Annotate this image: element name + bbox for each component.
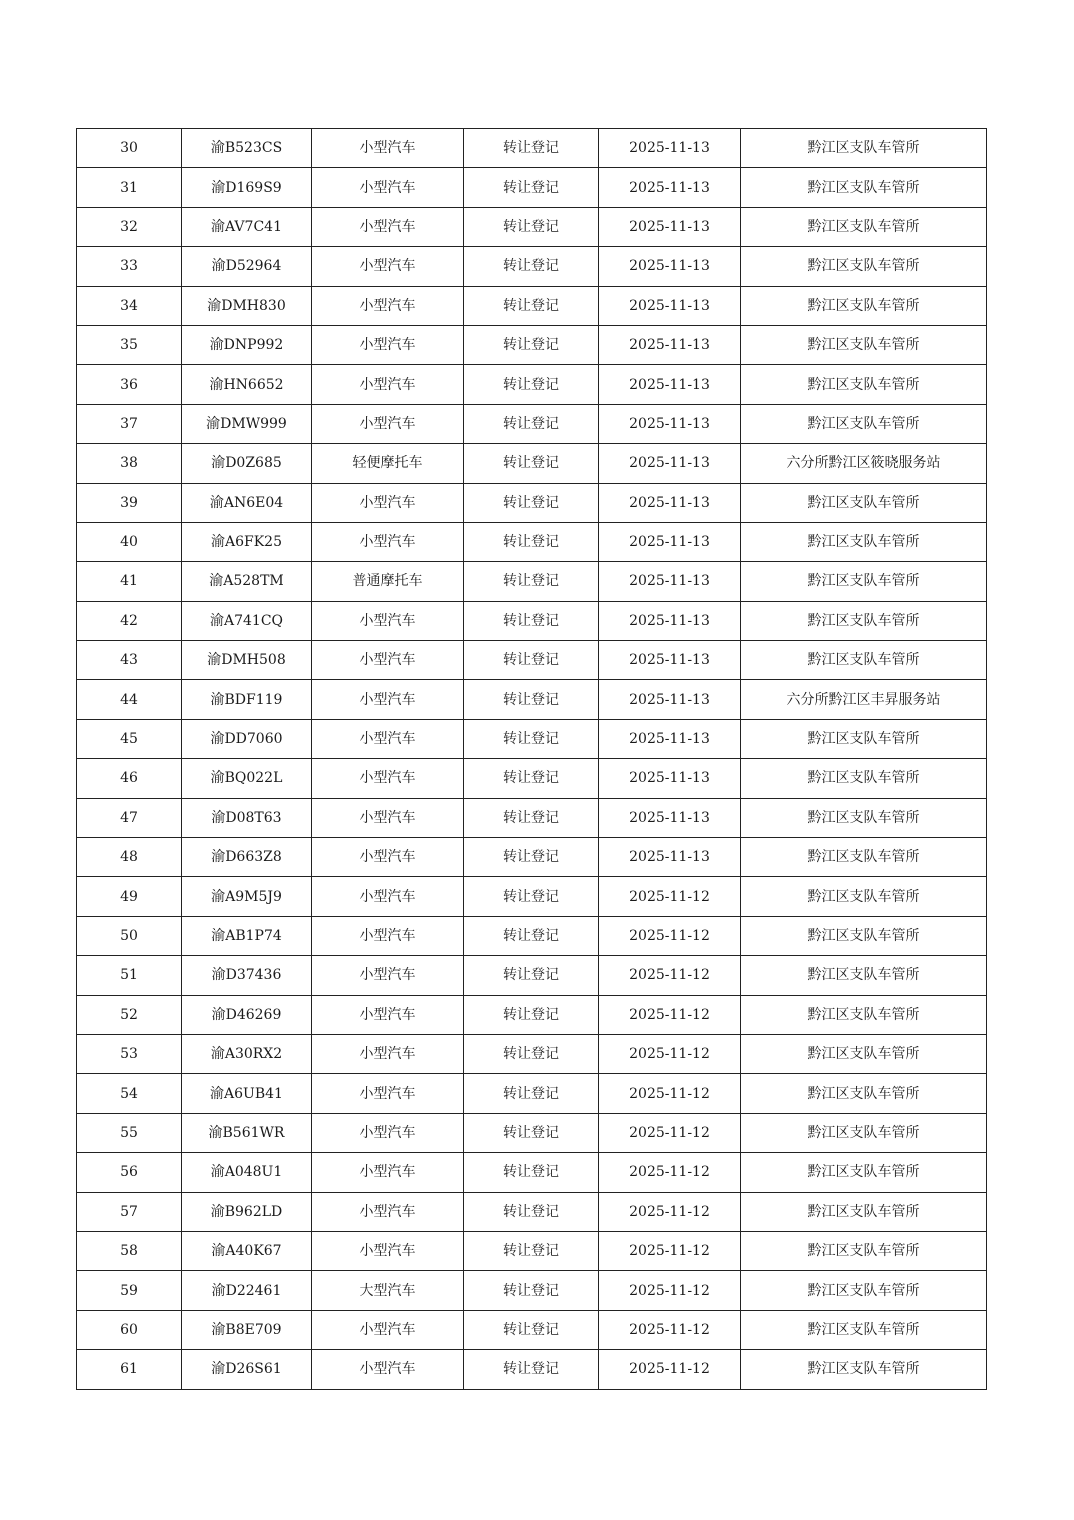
table-row (77, 247, 987, 286)
cell-business: 转让登记 (464, 168, 599, 207)
cell-vehicle-type: 小型汽车 (312, 798, 464, 837)
table-row (77, 168, 987, 207)
cell-date: 2025-11-12 (599, 1350, 741, 1389)
cell-plate: 渝D0Z685 (182, 444, 312, 483)
cell-no: 38 (77, 444, 182, 483)
cell-vehicle-type: 小型汽车 (312, 129, 464, 168)
cell-no: 51 (77, 956, 182, 995)
cell-no: 42 (77, 601, 182, 640)
cell-vehicle-type: 小型汽车 (312, 1113, 464, 1152)
table-row (77, 680, 987, 719)
cell-office: 黔江区支队车管所 (741, 247, 987, 286)
cell-plate: 渝D22461 (182, 1271, 312, 1310)
cell-office: 黔江区支队车管所 (741, 168, 987, 207)
table-row (77, 129, 987, 168)
cell-business: 转让登记 (464, 483, 599, 522)
table-row (77, 286, 987, 325)
vehicle-registration-table (76, 128, 987, 1390)
cell-office: 黔江区支队车管所 (741, 719, 987, 758)
cell-business: 转让登记 (464, 1231, 599, 1270)
cell-office: 黔江区支队车管所 (741, 1350, 987, 1389)
cell-plate: 渝A40K67 (182, 1231, 312, 1270)
cell-plate: 渝A048U1 (182, 1153, 312, 1192)
cell-no: 33 (77, 247, 182, 286)
table-row (77, 444, 987, 483)
cell-office: 黔江区支队车管所 (741, 1074, 987, 1113)
cell-vehicle-type: 小型汽车 (312, 207, 464, 246)
cell-vehicle-type: 小型汽车 (312, 1350, 464, 1389)
cell-business: 转让登记 (464, 522, 599, 561)
cell-office: 六分所黔江区筱晓服务站 (741, 444, 987, 483)
cell-business: 转让登记 (464, 1350, 599, 1389)
cell-vehicle-type: 轻便摩托车 (312, 444, 464, 483)
cell-date: 2025-11-13 (599, 680, 741, 719)
cell-no: 46 (77, 759, 182, 798)
cell-no: 37 (77, 404, 182, 443)
cell-date: 2025-11-12 (599, 1113, 741, 1152)
cell-date: 2025-11-12 (599, 956, 741, 995)
cell-no: 36 (77, 365, 182, 404)
cell-plate: 渝A528TM (182, 562, 312, 601)
cell-business: 转让登记 (464, 404, 599, 443)
cell-business: 转让登记 (464, 1153, 599, 1192)
cell-vehicle-type: 小型汽车 (312, 641, 464, 680)
cell-office: 黔江区支队车管所 (741, 641, 987, 680)
cell-date: 2025-11-13 (599, 247, 741, 286)
cell-plate: 渝B8E709 (182, 1310, 312, 1349)
cell-office: 黔江区支队车管所 (741, 207, 987, 246)
table-row (77, 916, 987, 955)
cell-office: 黔江区支队车管所 (741, 404, 987, 443)
cell-date: 2025-11-13 (599, 798, 741, 837)
cell-no: 53 (77, 1034, 182, 1073)
cell-no: 35 (77, 325, 182, 364)
table-row (77, 1231, 987, 1270)
cell-plate: 渝D26S61 (182, 1350, 312, 1389)
table-row (77, 641, 987, 680)
cell-business: 转让登记 (464, 641, 599, 680)
cell-business: 转让登记 (464, 365, 599, 404)
cell-office: 黔江区支队车管所 (741, 522, 987, 561)
cell-date: 2025-11-13 (599, 129, 741, 168)
cell-no: 32 (77, 207, 182, 246)
cell-office: 黔江区支队车管所 (741, 838, 987, 877)
table-row (77, 562, 987, 601)
cell-vehicle-type: 小型汽车 (312, 916, 464, 955)
cell-business: 转让登记 (464, 877, 599, 916)
table-row (77, 1310, 987, 1349)
cell-business: 转让登记 (464, 680, 599, 719)
cell-business: 转让登记 (464, 129, 599, 168)
table-row (77, 404, 987, 443)
cell-office: 黔江区支队车管所 (741, 995, 987, 1034)
cell-no: 54 (77, 1074, 182, 1113)
cell-date: 2025-11-13 (599, 838, 741, 877)
cell-no: 55 (77, 1113, 182, 1152)
cell-date: 2025-11-13 (599, 168, 741, 207)
cell-business: 转让登记 (464, 759, 599, 798)
cell-date: 2025-11-13 (599, 759, 741, 798)
cell-plate: 渝D663Z8 (182, 838, 312, 877)
cell-plate: 渝D37436 (182, 956, 312, 995)
cell-vehicle-type: 小型汽车 (312, 168, 464, 207)
cell-office: 黔江区支队车管所 (741, 1271, 987, 1310)
cell-vehicle-type: 小型汽车 (312, 1034, 464, 1073)
cell-business: 转让登记 (464, 956, 599, 995)
cell-vehicle-type: 小型汽车 (312, 759, 464, 798)
cell-vehicle-type: 小型汽车 (312, 719, 464, 758)
cell-date: 2025-11-12 (599, 1034, 741, 1073)
cell-plate: 渝DD7060 (182, 719, 312, 758)
cell-no: 47 (77, 798, 182, 837)
table-row (77, 1271, 987, 1310)
cell-date: 2025-11-13 (599, 444, 741, 483)
cell-office: 黔江区支队车管所 (741, 956, 987, 995)
cell-plate: 渝B523CS (182, 129, 312, 168)
cell-office: 黔江区支队车管所 (741, 1192, 987, 1231)
cell-office: 黔江区支队车管所 (741, 325, 987, 364)
cell-no: 30 (77, 129, 182, 168)
cell-date: 2025-11-13 (599, 522, 741, 561)
cell-vehicle-type: 小型汽车 (312, 680, 464, 719)
cell-plate: 渝D08T63 (182, 798, 312, 837)
table-row (77, 956, 987, 995)
cell-plate: 渝B561WR (182, 1113, 312, 1152)
cell-no: 45 (77, 719, 182, 758)
cell-plate: 渝A741CQ (182, 601, 312, 640)
cell-date: 2025-11-13 (599, 719, 741, 758)
cell-office: 黔江区支队车管所 (741, 601, 987, 640)
table-row (77, 325, 987, 364)
cell-date: 2025-11-12 (599, 916, 741, 955)
table-row (77, 207, 987, 246)
cell-plate: 渝DNP992 (182, 325, 312, 364)
cell-vehicle-type: 小型汽车 (312, 325, 464, 364)
cell-no: 44 (77, 680, 182, 719)
cell-plate: 渝BQ022L (182, 759, 312, 798)
cell-vehicle-type: 小型汽车 (312, 838, 464, 877)
cell-business: 转让登记 (464, 838, 599, 877)
cell-vehicle-type: 小型汽车 (312, 877, 464, 916)
cell-vehicle-type: 小型汽车 (312, 1231, 464, 1270)
cell-date: 2025-11-13 (599, 562, 741, 601)
cell-no: 34 (77, 286, 182, 325)
cell-plate: 渝DMH830 (182, 286, 312, 325)
table-row (77, 522, 987, 561)
cell-office: 黔江区支队车管所 (741, 1113, 987, 1152)
cell-plate: 渝A6UB41 (182, 1074, 312, 1113)
cell-date: 2025-11-13 (599, 286, 741, 325)
cell-plate: 渝A9M5J9 (182, 877, 312, 916)
cell-business: 转让登记 (464, 995, 599, 1034)
cell-date: 2025-11-12 (599, 1310, 741, 1349)
cell-no: 39 (77, 483, 182, 522)
cell-business: 转让登记 (464, 1074, 599, 1113)
cell-office: 黔江区支队车管所 (741, 365, 987, 404)
table-row (77, 1034, 987, 1073)
cell-vehicle-type: 普通摩托车 (312, 562, 464, 601)
cell-no: 49 (77, 877, 182, 916)
cell-date: 2025-11-13 (599, 641, 741, 680)
table-row (77, 1153, 987, 1192)
cell-vehicle-type: 小型汽车 (312, 522, 464, 561)
cell-business: 转让登记 (464, 1034, 599, 1073)
cell-no: 52 (77, 995, 182, 1034)
table-row (77, 483, 987, 522)
cell-business: 转让登记 (464, 601, 599, 640)
cell-vehicle-type: 小型汽车 (312, 1153, 464, 1192)
cell-no: 50 (77, 916, 182, 955)
cell-vehicle-type: 小型汽车 (312, 1310, 464, 1349)
cell-business: 转让登记 (464, 916, 599, 955)
cell-business: 转让登记 (464, 207, 599, 246)
cell-business: 转让登记 (464, 1271, 599, 1310)
cell-no: 48 (77, 838, 182, 877)
cell-vehicle-type: 小型汽车 (312, 601, 464, 640)
cell-office: 黔江区支队车管所 (741, 129, 987, 168)
table-row (77, 1350, 987, 1389)
cell-date: 2025-11-12 (599, 1271, 741, 1310)
cell-date: 2025-11-13 (599, 325, 741, 364)
cell-plate: 渝BDF119 (182, 680, 312, 719)
cell-plate: 渝AN6E04 (182, 483, 312, 522)
cell-plate: 渝D46269 (182, 995, 312, 1034)
cell-business: 转让登记 (464, 1192, 599, 1231)
cell-business: 转让登记 (464, 286, 599, 325)
cell-business: 转让登记 (464, 1113, 599, 1152)
cell-date: 2025-11-13 (599, 483, 741, 522)
cell-plate: 渝DMW999 (182, 404, 312, 443)
cell-plate: 渝D169S9 (182, 168, 312, 207)
cell-office: 六分所黔江区丰昇服务站 (741, 680, 987, 719)
cell-vehicle-type: 小型汽车 (312, 247, 464, 286)
cell-office: 黔江区支队车管所 (741, 562, 987, 601)
cell-no: 43 (77, 641, 182, 680)
cell-date: 2025-11-12 (599, 995, 741, 1034)
cell-no: 40 (77, 522, 182, 561)
cell-no: 59 (77, 1271, 182, 1310)
table-row (77, 719, 987, 758)
cell-plate: 渝D52964 (182, 247, 312, 286)
cell-business: 转让登记 (464, 444, 599, 483)
cell-no: 61 (77, 1350, 182, 1389)
cell-no: 56 (77, 1153, 182, 1192)
cell-business: 转让登记 (464, 562, 599, 601)
cell-vehicle-type: 小型汽车 (312, 483, 464, 522)
table-row (77, 798, 987, 837)
cell-date: 2025-11-13 (599, 404, 741, 443)
cell-office: 黔江区支队车管所 (741, 759, 987, 798)
cell-business: 转让登记 (464, 325, 599, 364)
cell-plate: 渝A6FK25 (182, 522, 312, 561)
cell-office: 黔江区支队车管所 (741, 877, 987, 916)
cell-business: 转让登记 (464, 247, 599, 286)
cell-business: 转让登记 (464, 1310, 599, 1349)
cell-date: 2025-11-13 (599, 365, 741, 404)
cell-plate: 渝HN6652 (182, 365, 312, 404)
cell-date: 2025-11-12 (599, 877, 741, 916)
cell-vehicle-type: 小型汽车 (312, 995, 464, 1034)
table-row (77, 1074, 987, 1113)
cell-business: 转让登记 (464, 719, 599, 758)
table-row (77, 1192, 987, 1231)
cell-office: 黔江区支队车管所 (741, 916, 987, 955)
cell-office: 黔江区支队车管所 (741, 1153, 987, 1192)
cell-date: 2025-11-12 (599, 1192, 741, 1231)
table-row (77, 877, 987, 916)
cell-no: 58 (77, 1231, 182, 1270)
cell-vehicle-type: 小型汽车 (312, 404, 464, 443)
cell-vehicle-type: 大型汽车 (312, 1271, 464, 1310)
cell-no: 41 (77, 562, 182, 601)
cell-date: 2025-11-13 (599, 601, 741, 640)
cell-office: 黔江区支队车管所 (741, 1034, 987, 1073)
cell-business: 转让登记 (464, 798, 599, 837)
cell-vehicle-type: 小型汽车 (312, 365, 464, 404)
cell-date: 2025-11-12 (599, 1074, 741, 1113)
table-row (77, 995, 987, 1034)
table-row (77, 365, 987, 404)
cell-vehicle-type: 小型汽车 (312, 956, 464, 995)
table-body (77, 129, 987, 1390)
cell-date: 2025-11-12 (599, 1231, 741, 1270)
table-row (77, 759, 987, 798)
cell-office: 黔江区支队车管所 (741, 798, 987, 837)
cell-plate: 渝B962LD (182, 1192, 312, 1231)
cell-vehicle-type: 小型汽车 (312, 1192, 464, 1231)
cell-vehicle-type: 小型汽车 (312, 1074, 464, 1113)
cell-office: 黔江区支队车管所 (741, 1310, 987, 1349)
table-row (77, 838, 987, 877)
cell-date: 2025-11-13 (599, 207, 741, 246)
cell-no: 31 (77, 168, 182, 207)
cell-office: 黔江区支队车管所 (741, 483, 987, 522)
cell-plate: 渝AB1P74 (182, 916, 312, 955)
cell-no: 60 (77, 1310, 182, 1349)
cell-office: 黔江区支队车管所 (741, 286, 987, 325)
cell-vehicle-type: 小型汽车 (312, 286, 464, 325)
table-row (77, 1113, 987, 1152)
cell-date: 2025-11-12 (599, 1153, 741, 1192)
cell-no: 57 (77, 1192, 182, 1231)
cell-office: 黔江区支队车管所 (741, 1231, 987, 1270)
cell-plate: 渝AV7C41 (182, 207, 312, 246)
cell-plate: 渝A30RX2 (182, 1034, 312, 1073)
cell-plate: 渝DMH508 (182, 641, 312, 680)
table-row (77, 601, 987, 640)
